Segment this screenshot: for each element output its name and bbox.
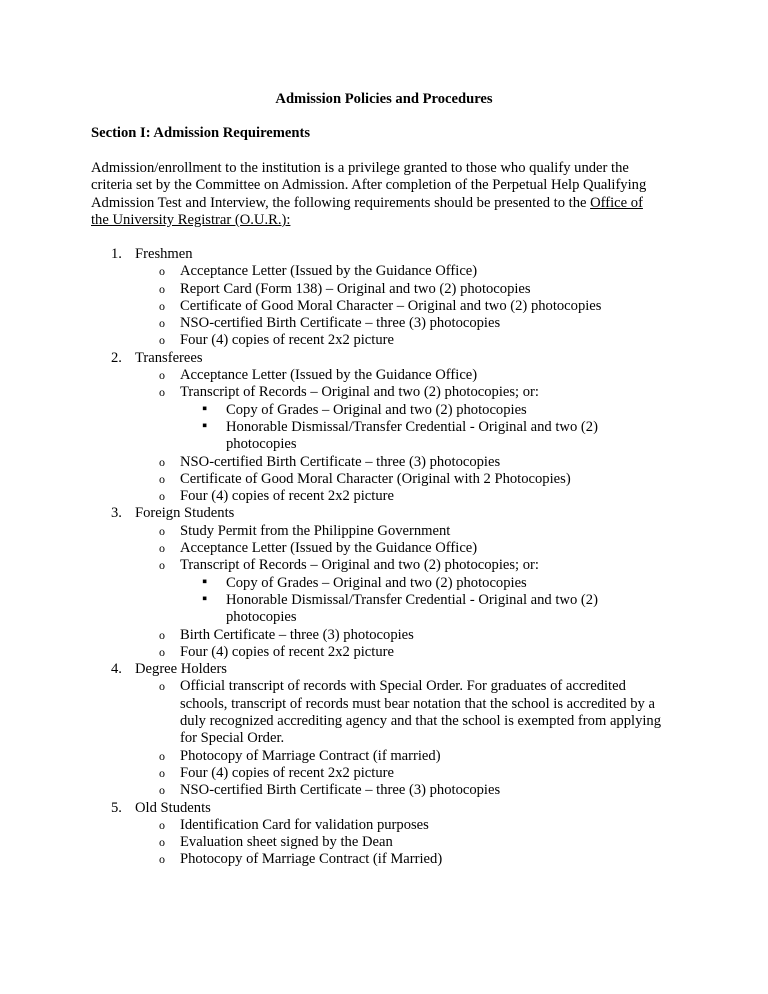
category-label: Old Students [135, 799, 211, 816]
requirements-list [91, 246, 691, 869]
item-text: Transcript of Records – Original and two (2) photocopies; or: [180, 384, 539, 401]
sub-list-item [91, 575, 691, 592]
list-item [91, 834, 691, 851]
item-text: Birth Certificate – three (3) photocopies [180, 626, 414, 643]
category-number: 4. [111, 661, 122, 678]
sub-list-item [91, 592, 691, 627]
item-text: Four (4) copies of recent 2x2 picture [180, 332, 394, 349]
list-item [91, 817, 691, 834]
intro-line: criteria set by the Committee on Admission. After completion of the Perpetual Help Qualifying [91, 177, 647, 194]
bullet-icon: o [159, 298, 165, 313]
bullet-icon: o [159, 627, 165, 642]
list-item [91, 678, 691, 747]
category-label: Freshmen [135, 246, 193, 262]
bullet-icon: o [159, 783, 165, 798]
category-degree-holders [91, 661, 691, 678]
square-bullet-icon: ▪ [202, 417, 208, 434]
list-item [91, 557, 691, 574]
list-item [91, 471, 691, 488]
bullet-icon: o [159, 765, 165, 780]
item-text: Honorable Dismissal/Transfer Credential - Original and two (2) [226, 591, 598, 608]
category-number: 1. [111, 246, 122, 262]
list-item [91, 367, 691, 384]
category-number: 3. [111, 505, 122, 522]
bullet-icon: o [159, 541, 165, 556]
category-foreign-students [91, 505, 691, 522]
category-label: Foreign Students [135, 505, 235, 522]
item-text: Transcript of Records – Original and two (2) photocopies; or: [180, 557, 539, 574]
bullet-icon: o [159, 316, 165, 331]
list-item [91, 332, 691, 349]
bullet-icon: o [159, 679, 165, 694]
item-text: Four (4) copies of recent 2x2 picture [180, 764, 394, 781]
item-text: Four (4) copies of recent 2x2 picture [180, 488, 394, 505]
category-number: 5. [111, 799, 122, 816]
intro-line [91, 195, 681, 212]
bullet-icon: o [159, 852, 165, 867]
bullet-icon: o [159, 644, 165, 659]
item-text: for Special Order. [180, 730, 285, 747]
item-text: Report Card (Form 138) – Original and two (2) photocopies [180, 280, 531, 297]
category-number: 2. [111, 349, 122, 366]
registrar-link-text: the University Registrar (O.U.R.): [91, 211, 291, 228]
item-text: Honorable Dismissal/Transfer Credential - Original and two (2) [226, 418, 598, 435]
list-item [91, 281, 691, 298]
item-text: Acceptance Letter (Issued by the Guidance Office) [180, 367, 478, 384]
list-item [91, 644, 691, 661]
intro-line-text: Admission Test and Interview, the following requirements should be presented to the [91, 194, 591, 211]
list-item [91, 298, 691, 315]
item-text: Official transcript of records with Special Order. For graduates of accredited [180, 678, 626, 695]
item-text: Study Permit from the Philippine Government [180, 522, 451, 539]
item-text: Copy of Grades – Original and two (2) photocopies [226, 401, 527, 418]
list-item [91, 540, 691, 557]
bullet-icon: o [159, 281, 165, 296]
bullet-icon: o [159, 385, 165, 400]
intro-paragraph [91, 160, 681, 229]
category-label: Degree Holders [135, 661, 227, 678]
item-text: duly recognized accrediting agency and that the school is exempted from applying [180, 713, 662, 730]
bullet-icon: o [159, 368, 165, 383]
item-text: Evaluation sheet signed by the Dean [180, 834, 393, 851]
bullet-icon: o [159, 748, 165, 763]
item-text: NSO-certified Birth Certificate – three (3) photocopies [180, 453, 501, 470]
list-item [91, 454, 691, 471]
category-transferees [91, 350, 691, 367]
bullet-icon: o [159, 817, 165, 832]
square-bullet-icon: ▪ [202, 590, 208, 607]
bullet-icon: o [159, 523, 165, 538]
square-bullet-icon: ▪ [202, 573, 208, 590]
sub-list-item [91, 402, 691, 419]
category-old-students [91, 800, 691, 817]
list-item [91, 488, 691, 505]
bullet-icon: o [159, 264, 165, 279]
item-text: Certificate of Good Moral Character (Original with 2 Photocopies) [180, 470, 571, 487]
bullet-icon: o [159, 558, 165, 573]
list-item [91, 315, 691, 332]
item-text: NSO-certified Birth Certificate – three (3) photocopies [180, 782, 501, 799]
bullet-icon: o [159, 489, 165, 504]
item-text: Certificate of Good Moral Character – Original and two (2) photocopies [180, 297, 602, 314]
sub-list-item [91, 419, 691, 454]
item-text: Photocopy of Marriage Contract (if Married) [180, 851, 443, 868]
list-item [91, 627, 691, 644]
registrar-link-text: Office of [590, 194, 643, 211]
item-text: photocopies [226, 609, 297, 626]
category-freshmen [91, 246, 691, 263]
item-text: NSO-certified Birth Certificate – three (3) photocopies [180, 315, 501, 332]
item-text: photocopies [226, 436, 297, 453]
bullet-icon: o [159, 471, 165, 486]
item-text: schools, transcript of records must bear notation that the school is accredited by a [180, 695, 655, 712]
page-title: Admission Policies and Procedures [275, 91, 493, 107]
category-label: Transferees [135, 349, 203, 366]
item-text: Acceptance Letter (Issued by the Guidance Office) [180, 540, 478, 557]
list-item [91, 384, 691, 401]
section-heading: Section I: Admission Requirements [91, 125, 311, 141]
item-text: Photocopy of Marriage Contract (if married) [180, 747, 441, 764]
square-bullet-icon: ▪ [202, 400, 208, 417]
list-item [91, 748, 691, 765]
list-item [91, 523, 691, 540]
item-text: Four (4) copies of recent 2x2 picture [180, 643, 394, 660]
bullet-icon: o [159, 454, 165, 469]
list-item [91, 851, 691, 868]
intro-line: Admission/enrollment to the institution is a privilege granted to those who qualify under the [91, 160, 629, 176]
list-item [91, 782, 691, 799]
list-item [91, 263, 691, 280]
bullet-icon: o [159, 333, 165, 348]
bullet-icon: o [159, 835, 165, 850]
item-text: Copy of Grades – Original and two (2) photocopies [226, 574, 527, 591]
item-text: Acceptance Letter (Issued by the Guidance Office) [180, 263, 478, 280]
item-text: Identification Card for validation purposes [180, 816, 429, 833]
list-item [91, 765, 691, 782]
